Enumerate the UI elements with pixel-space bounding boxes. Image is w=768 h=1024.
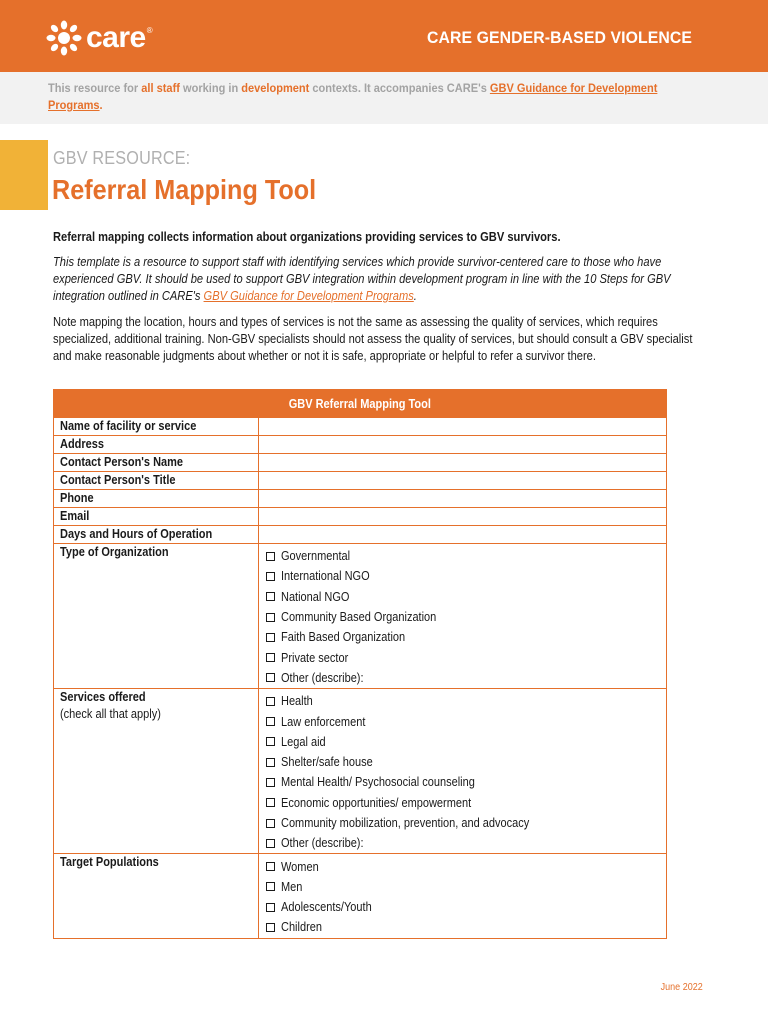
org-type-options (259, 544, 666, 688)
checkbox-icon[interactable] (266, 552, 275, 561)
care-hands-icon (46, 20, 82, 56)
notice-part: working in (179, 81, 242, 95)
service-option[interactable] (265, 691, 660, 711)
notice-highlight-development: development (241, 81, 310, 95)
email-field[interactable] (259, 508, 666, 525)
row-label (54, 490, 259, 507)
checkbox-icon[interactable] (266, 613, 275, 622)
resource-kicker: GBV RESOURCE: (53, 148, 191, 168)
gbv-guidance-link-inline[interactable]: GBV Guidance for Development Programs (203, 289, 414, 303)
intro-purpose-end: . (413, 289, 417, 303)
table-row (53, 472, 667, 490)
service-option[interactable] (265, 772, 660, 792)
notice-part: contexts. It accompanies CARE's (309, 81, 490, 95)
checkbox-icon[interactable] (266, 673, 275, 682)
logo-wordmark: care (86, 21, 146, 54)
option-label: Shelter/safe house (281, 755, 373, 770)
option-label: Community mobilization, prevention, and advocacy (281, 816, 530, 830)
option-label: Children (281, 920, 322, 935)
service-option[interactable] (265, 813, 660, 833)
intro-purpose (53, 254, 694, 305)
org-type-option[interactable] (265, 587, 660, 607)
label-hours: Days and Hours of Operation (60, 527, 213, 541)
facility-name-field[interactable] (259, 418, 666, 435)
table-row (53, 436, 667, 454)
option-label: Mental Health/ Psychosocial counseling (281, 775, 475, 790)
table-heading-text: GBV Referral Mapping Tool (288, 396, 432, 411)
contact-name-field[interactable] (259, 454, 666, 471)
label-services-hint: (check all that apply) (60, 707, 161, 722)
audience-notice (0, 72, 768, 124)
org-type-option[interactable] (265, 546, 660, 566)
population-option[interactable] (265, 856, 660, 876)
page-title: Referral Mapping Tool (52, 174, 317, 205)
row-label (54, 689, 259, 853)
service-option[interactable] (265, 711, 660, 731)
label-facility-name: Name of facility or service (60, 419, 197, 433)
population-option[interactable] (265, 877, 660, 897)
option-label: National NGO (281, 589, 350, 604)
table-row-populations (53, 854, 667, 938)
option-label: Other (describe): (281, 836, 364, 851)
services-options (259, 689, 666, 853)
checkbox-icon[interactable] (266, 633, 275, 642)
option-label: Legal aid (281, 734, 326, 749)
option-label: Community Based Organization (281, 610, 437, 625)
option-label: International NGO (281, 569, 370, 584)
row-label (54, 526, 259, 543)
checkbox-icon[interactable] (266, 839, 275, 848)
gbv-guidance-link[interactable]: GBV Guidance for Development Programs (48, 81, 658, 112)
checkbox-icon[interactable] (266, 717, 275, 726)
service-option[interactable] (265, 833, 660, 853)
registered-mark: ® (146, 26, 153, 35)
notice-text (48, 80, 664, 114)
table-row (53, 508, 667, 526)
option-label: Women (281, 859, 319, 874)
label-org-type: Type of Organization (60, 545, 169, 559)
label-populations: Target Populations (60, 855, 159, 870)
header-banner (0, 0, 768, 72)
row-label (54, 508, 259, 525)
population-option[interactable] (265, 917, 660, 937)
accent-bar (0, 140, 48, 210)
label-contact-title: Contact Person's Title (60, 473, 176, 487)
address-field[interactable] (259, 436, 666, 453)
care-logo (46, 20, 153, 56)
referral-mapping-table (53, 389, 667, 939)
population-option[interactable] (265, 897, 660, 917)
publication-date: June 2022 (660, 982, 703, 993)
checkbox-icon[interactable] (266, 778, 275, 787)
intro-purpose-text: This template is a resource to support staff with identifying services which provide survivor-centered care to those who have experienced GBV. It should be used to support GBV integration within development program in line with the 10 Steps for GBV integration outlined in CARE's (53, 255, 671, 303)
checkbox-icon[interactable] (266, 903, 275, 912)
option-label: Law enforcement (281, 714, 366, 729)
table-row (53, 490, 667, 508)
checkbox-icon[interactable] (266, 572, 275, 581)
service-option[interactable] (265, 732, 660, 752)
table-heading (53, 389, 667, 418)
table-row (53, 526, 667, 544)
option-label: Governmental (281, 549, 351, 564)
org-type-option[interactable] (265, 627, 660, 647)
row-label (54, 454, 259, 471)
org-type-option[interactable] (265, 607, 660, 627)
contact-title-field[interactable] (259, 472, 666, 489)
row-label (54, 472, 259, 489)
service-option[interactable] (265, 752, 660, 772)
phone-field[interactable] (259, 490, 666, 507)
option-label: Other (describe): (281, 670, 364, 685)
checkbox-icon[interactable] (266, 758, 275, 767)
table-row (53, 418, 667, 436)
checkbox-icon[interactable] (266, 653, 275, 662)
option-label: Economic opportunities/ empowerment (281, 795, 472, 810)
label-services: Services offered (60, 690, 146, 705)
row-label (54, 418, 259, 435)
hours-field[interactable] (259, 526, 666, 543)
org-type-option[interactable] (265, 566, 660, 586)
checkbox-icon[interactable] (266, 592, 275, 601)
org-type-option[interactable] (265, 668, 660, 688)
checkbox-icon[interactable] (266, 882, 275, 891)
table-row (53, 454, 667, 472)
label-email: Email (60, 509, 90, 523)
row-label (54, 854, 259, 937)
table-row-org-type (53, 544, 667, 689)
checkbox-icon[interactable] (266, 798, 275, 807)
checkbox-icon[interactable] (266, 819, 275, 828)
option-label: Private sector (281, 650, 349, 665)
option-label: Faith Based Organization (281, 630, 406, 645)
label-contact-name: Contact Person's Name (60, 455, 184, 469)
notice-highlight-all-staff: all staff (141, 81, 180, 95)
table-row-services (53, 689, 667, 854)
row-label (54, 436, 259, 453)
checkbox-icon[interactable] (266, 862, 275, 871)
label-address: Address (60, 437, 105, 451)
header-title: CARE GENDER-BASED VIOLENCE (426, 28, 692, 47)
checkbox-icon[interactable] (266, 697, 275, 706)
option-label: Health (281, 694, 313, 709)
row-label (54, 544, 259, 688)
intro-summary: Referral mapping collects information about organizations providing services to GBV survivors. (53, 230, 561, 244)
intro-note: Note mapping the location, hours and types of services is not the same as assessing the quality of services, which requires specialized, additional training. Non-GBV specialists should not assess the quality of services, but should consult a GBV specialist and make reasonable judgments about whether or not it is safe, appropriate or helpful to refer a survivor there. (53, 315, 693, 363)
checkbox-icon[interactable] (266, 737, 275, 746)
label-phone: Phone (60, 491, 94, 505)
option-label: Men (281, 879, 303, 894)
org-type-option[interactable] (265, 647, 660, 667)
notice-part: This resource for (48, 81, 142, 95)
checkbox-icon[interactable] (266, 923, 275, 932)
notice-part: . (99, 98, 103, 112)
populations-options (259, 854, 666, 937)
option-label: Adolescents/Youth (281, 900, 372, 915)
service-option[interactable] (265, 793, 660, 813)
